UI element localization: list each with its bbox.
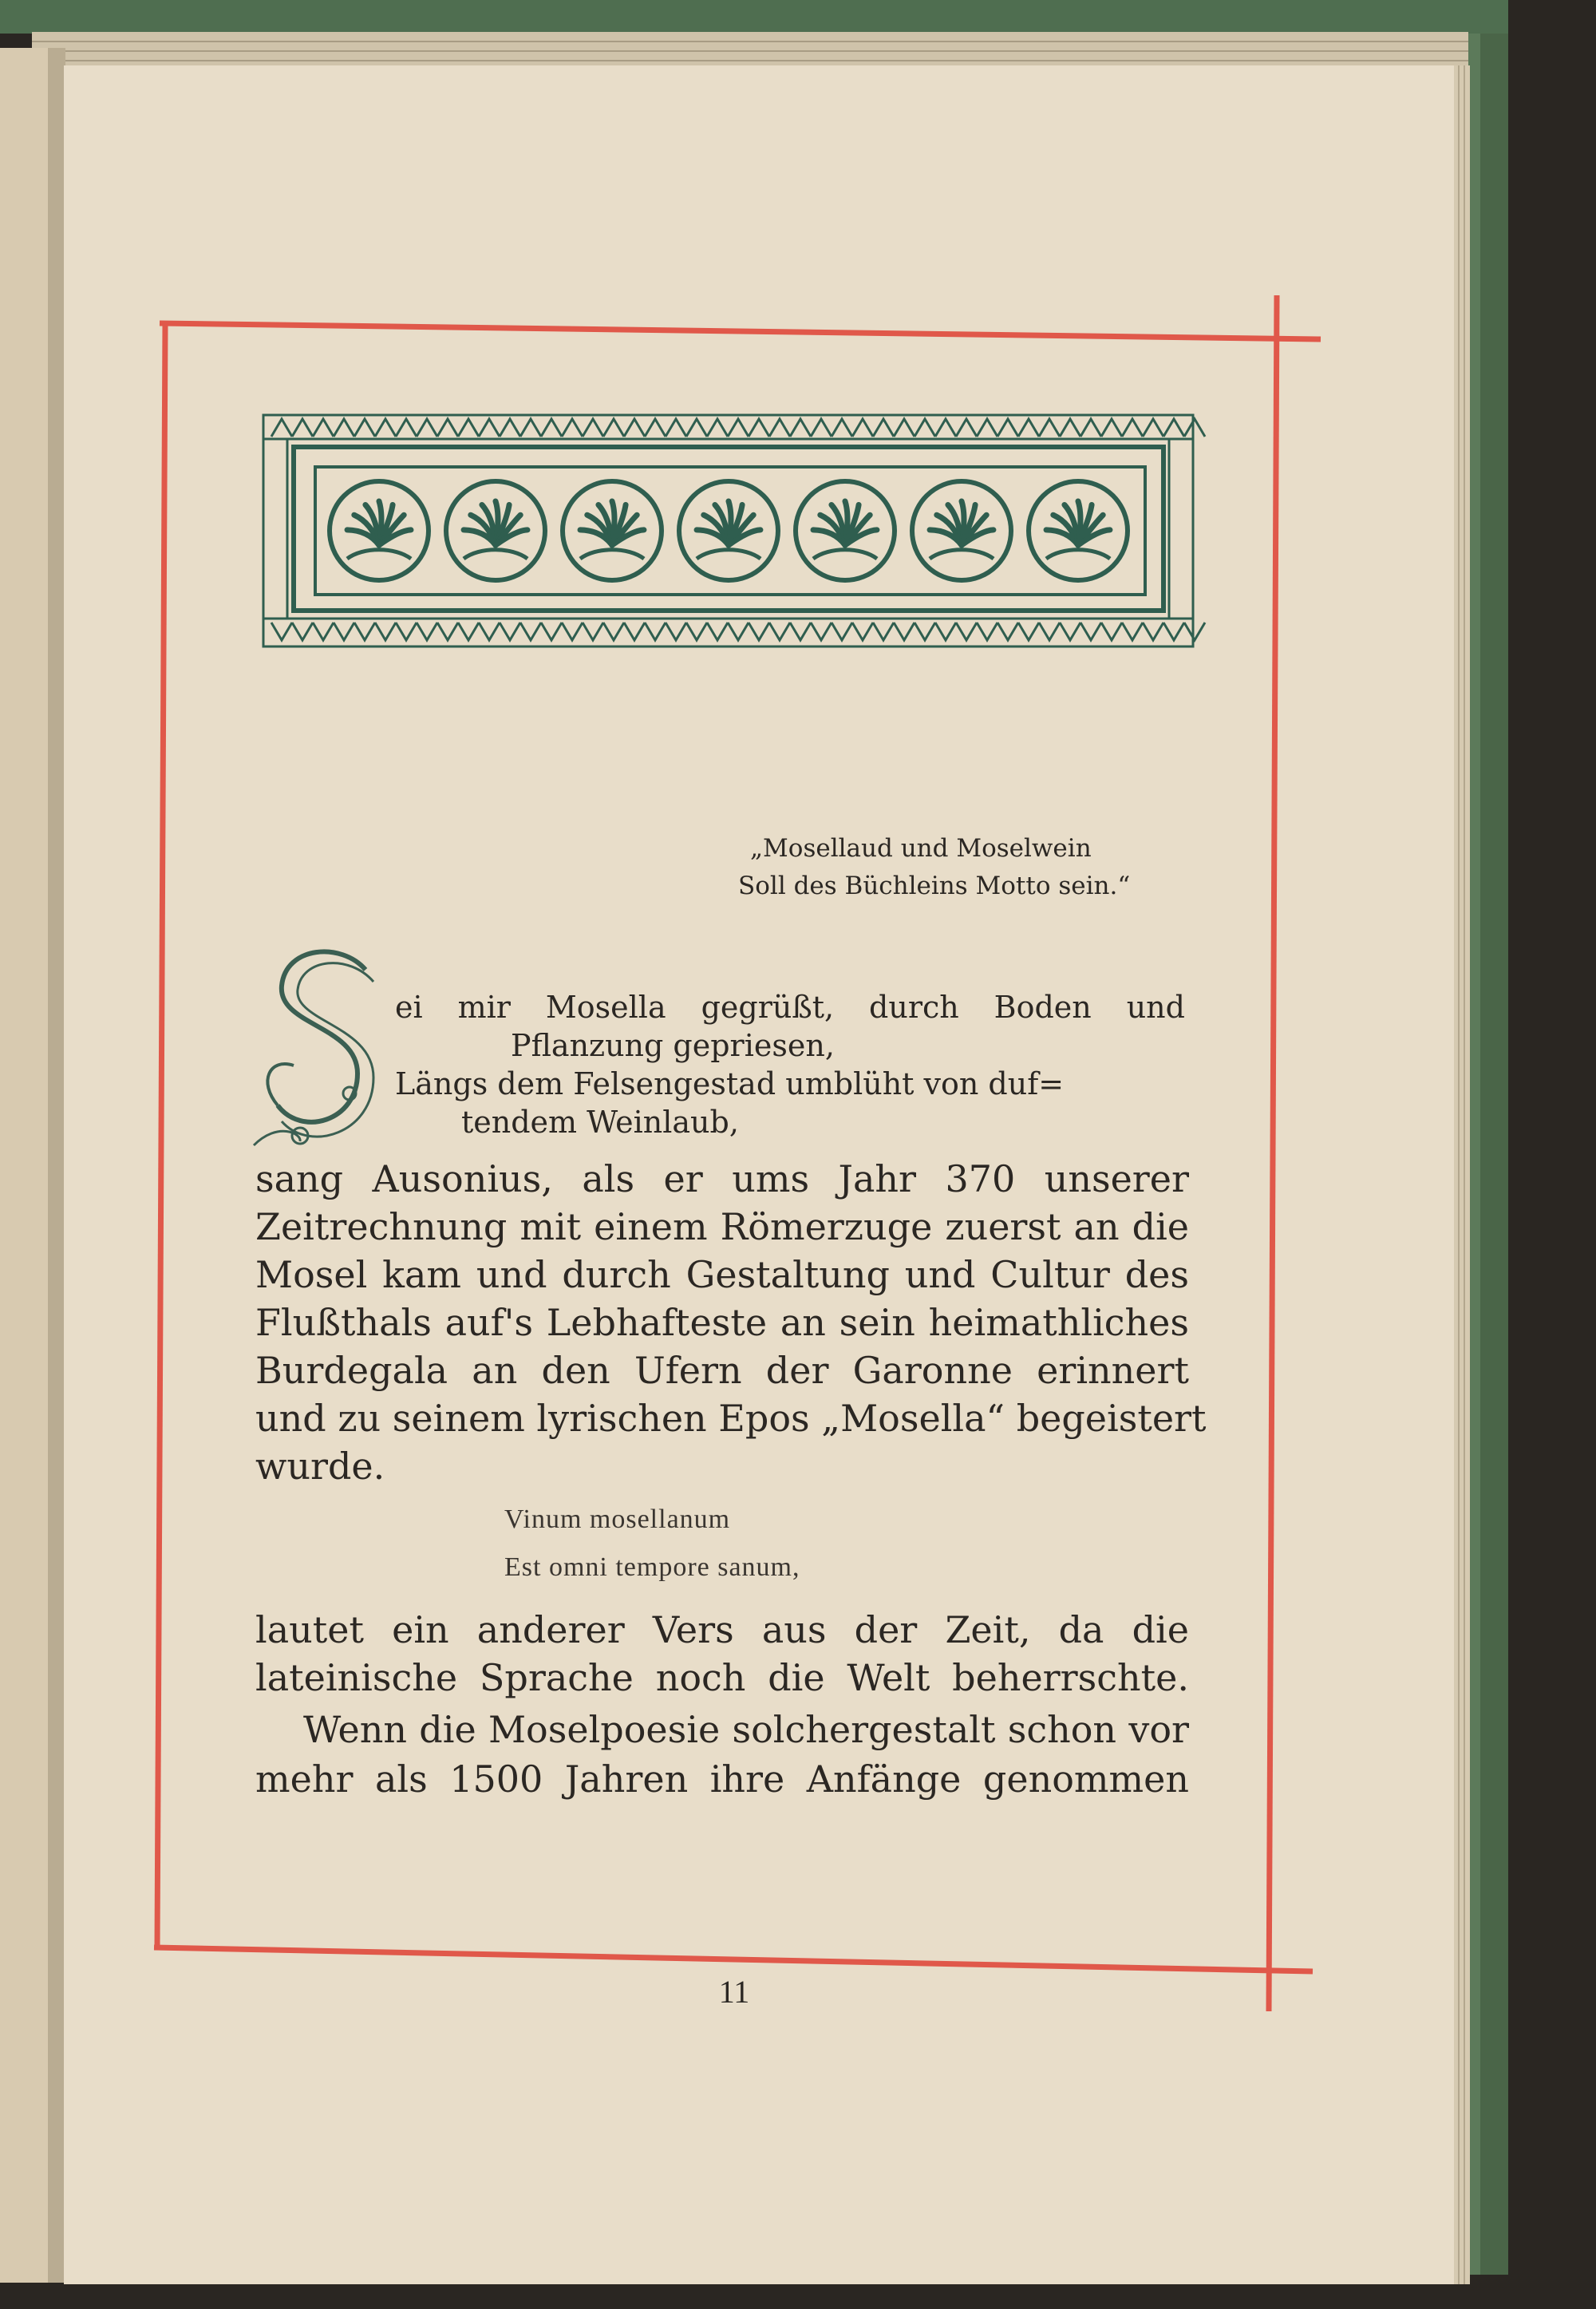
- page-number: 11: [718, 1974, 750, 2010]
- text-line: sang Ausonius, als er ums Jahr 370 unserer: [255, 1157, 1189, 1200]
- motto-line-2: Soll des Büchleins Motto sein.“: [738, 872, 1131, 900]
- text-line: Zeitrechnung mit einem Römerzuge zuerst an die: [255, 1205, 1189, 1248]
- text-line: wurde.: [255, 1445, 385, 1488]
- text-line: Burdegala an den Ufern der Garonne erinnert: [255, 1349, 1189, 1392]
- poem-line-4: tendem Weinlaub,: [461, 1105, 739, 1140]
- text-line: und zu seinem lyrischen Epos „Mosella“ begeistert: [255, 1397, 1207, 1440]
- text-line: Mosel kam und durch Gestaltung und Cultur des: [255, 1253, 1189, 1296]
- text-line: Wenn die Moselpoesie solchergestalt schon vor: [303, 1708, 1189, 1751]
- poem-line-2: Pflanzung gepriesen,: [511, 1028, 835, 1063]
- poem-line-3: Längs dem Felsengestad umblüht von duf=: [395, 1066, 1065, 1101]
- cover-top: [0, 0, 1508, 34]
- text-line: lateinische Sprache noch die Welt beherrschte.: [255, 1656, 1189, 1699]
- latin-line-2: Est omni tempore sanum,: [504, 1552, 800, 1582]
- text-line: Flußthals auf's Lebhafteste an sein heimathliches: [255, 1301, 1189, 1344]
- text-line: lautet ein anderer Vers aus der Zeit, da die: [255, 1608, 1189, 1651]
- latin-line-1: Vinum mosellanum: [504, 1504, 731, 1534]
- motto-line-1: „Mosellaud und Moselwein: [750, 834, 1092, 863]
- poem-line-1: ei mir Mosella gegrüßt, durch Boden und: [395, 990, 1185, 1025]
- text-line: mehr als 1500 Jahren ihre Anfänge genommen: [255, 1757, 1189, 1801]
